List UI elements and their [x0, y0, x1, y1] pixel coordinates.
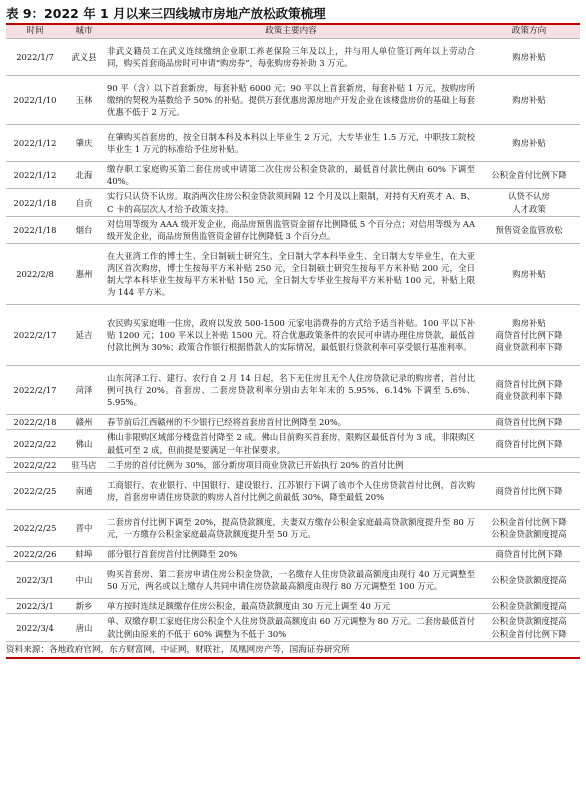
row-city: 唐山 — [64, 614, 104, 641]
row-city: 新乡 — [64, 599, 104, 614]
row-city: 驻马店 — [64, 457, 104, 472]
row-direction: 购房补贴 — [478, 39, 580, 76]
row-direction: 公积金首付比例下降 — [478, 162, 580, 189]
row-city: 烟台 — [64, 216, 104, 243]
row-direction: 商贷首付比例下降 — [478, 430, 580, 457]
row-time: 2022/2/18 — [6, 415, 64, 430]
row-time: 2022/3/1 — [6, 599, 64, 614]
row-time: 2022/1/12 — [6, 125, 64, 162]
table-row — [6, 76, 580, 125]
row-direction: 购房补贴 — [478, 244, 580, 305]
row-city: 北海 — [64, 162, 104, 189]
row-direction: 公积金贷款额度提高 公积金首付比例下降 — [478, 614, 580, 641]
header-policy: 政策主要内容 — [104, 25, 478, 39]
table-row — [6, 244, 580, 305]
table-row — [6, 562, 580, 599]
header-direction: 政策方向 — [478, 25, 580, 39]
row-city: 菏泽 — [64, 366, 104, 415]
row-city: 肇庆 — [64, 125, 104, 162]
row-direction: 购房补贴 — [478, 125, 580, 162]
table-row — [6, 473, 580, 510]
row-policy: 农民购买家庭唯一住房，政府以发放 500-1500 元家电消费券的方式给予适当补贴。100 平以下补贴 1200 元；100 平米以上补贴 1500 元。符合优惠政策条件的农民可申请办理住房贷款，最低首付款比例为 30%；政策合作银行根据借款人的实际情况，最低银行贷款利率可享受银行基准利率。 — [104, 305, 478, 366]
row-direction: 认贷不认房 人才政策 — [478, 189, 580, 216]
row-direction: 购房补贴 — [478, 76, 580, 125]
row-time: 2022/1/18 — [6, 189, 64, 216]
row-policy: 二手房的首付比例为 30%，部分新房项目商业贷款已开始执行 20% 的首付比例 — [104, 457, 478, 472]
table-row — [6, 305, 580, 366]
row-time: 2022/1/12 — [6, 162, 64, 189]
table-row — [6, 415, 580, 430]
row-policy: 实行只认贷不认房。取消两次住房公积金贷款须间隔 12 个月及以上限制，对持有天府英才 A、B、C 卡的高层次人才给予政策支持。 — [104, 189, 478, 216]
row-policy: 春节前后江西赣州的不少银行已经将首套房首付比例降至 20%。 — [104, 415, 478, 430]
row-direction: 预售资金监管放松 — [478, 216, 580, 243]
row-policy: 部分银行首套房首付比例降至 20% — [104, 547, 478, 562]
row-city: 赣州 — [64, 415, 104, 430]
row-direction: 购房补贴 商贷首付比例下降 商业贷款利率下降 — [478, 305, 580, 366]
row-policy: 在大亚湾工作的博士生、全日制硕士研究生、全日制大学本科毕业生、全日制大专毕业生，在大亚湾区首次购房，博士生按每平方米补贴 250 元，全日制硕士研究生按每平方米补贴 200 元，全日制大学本科毕业生按每平方米补贴 150 元，全日制大专毕业生按每平方米补贴 100 元，补贴上限为 144 平方米。 — [104, 244, 478, 305]
row-city: 中山 — [64, 562, 104, 599]
row-city: 延吉 — [64, 305, 104, 366]
row-policy: 二套房首付比例下调至 20%，提高贷款额度，夫妻双方缴存公积金家庭最高贷款额度提升至 80 万元，一方缴存公积金家庭最高贷款额度提升至 50 万元。 — [104, 510, 478, 547]
header-row — [6, 25, 580, 39]
table-row — [6, 366, 580, 415]
row-direction — [478, 457, 580, 472]
row-time: 2022/2/22 — [6, 430, 64, 457]
table-row — [6, 125, 580, 162]
row-time: 2022/3/4 — [6, 614, 64, 641]
table-row — [6, 216, 580, 243]
table-row — [6, 510, 580, 547]
row-policy: 非武义籍员工在武义连续缴纳企业职工养老保险三年及以上，并与用人单位签订两年以上劳动合同，购买首套商品房时可申请“购房券”，每张购房券补助 3 万元。 — [104, 39, 478, 76]
table-row — [6, 189, 580, 216]
row-direction: 商贷首付比例下降 — [478, 547, 580, 562]
table-row — [6, 599, 580, 614]
row-time: 2022/2/26 — [6, 547, 64, 562]
row-policy: 缴存职工家庭购买第二套住房或申请第二次住房公积金贷款的，最低首付款比例由 60% 下调至 40%。 — [104, 162, 478, 189]
row-direction: 公积金贷款额度提高 — [478, 562, 580, 599]
table-row — [6, 39, 580, 76]
row-city: 蚌埠 — [64, 547, 104, 562]
row-direction: 商贷首付比例下降 — [478, 415, 580, 430]
row-city: 武义县 — [64, 39, 104, 76]
header-time: 时间 — [6, 25, 64, 39]
row-policy: 单方按时连续足额缴存住房公积金，最高贷款额度由 30 万元上调至 40 万元 — [104, 599, 478, 614]
table-title: 表 9：2022 年 1 月以来三四线城市房地产放松政策梳理 — [6, 6, 326, 21]
row-city: 佛山 — [64, 430, 104, 457]
row-time: 2022/1/10 — [6, 76, 64, 125]
row-time: 2022/2/22 — [6, 457, 64, 472]
row-time: 2022/2/8 — [6, 244, 64, 305]
row-policy: 山东菏泽工行、建行、农行自 2 月 14 日起，名下无住房且无个人住房贷款记录的购房者，首付比例可执行 20%。首套房、二套房贷款利率分别由去年年末的 5.95%、6.14% 下调至 5.6%、5.95%。 — [104, 366, 478, 415]
row-time: 2022/2/17 — [6, 305, 64, 366]
row-direction: 商贷首付比例下降 — [478, 473, 580, 510]
row-time: 2022/3/1 — [6, 562, 64, 599]
header-city: 城市 — [64, 25, 104, 39]
row-direction: 商贷首付比例下降 商业贷款利率下降 — [478, 366, 580, 415]
row-policy: 购买首套房、第二套房申请住房公积金贷款，一名缴存人住房贷款最高额度由现行 40 万元调整至 50 万元，两名或以上缴存人共同申请住房贷款最高额度由现行 80 万元调整至 100 万元。 — [104, 562, 478, 599]
row-city: 南通 — [64, 473, 104, 510]
row-policy: 对信用等级为 AAA 级开发企业，商品房预售监管资金留存比例降低 5 个百分点；对信用等级为 AA 级开发企业，商品房预售监管资金留存比例降低 3 个百分点。 — [104, 216, 478, 243]
table-row — [6, 457, 580, 472]
row-time: 2022/1/7 — [6, 39, 64, 76]
table-body — [6, 39, 580, 642]
row-policy: 佛山非限购区域部分楼盘首付降至 2 成。佛山目前购买首套房，限购区最低首付为 3 成，非限购区最低可至 2 成，但前提是要满足一年社保要求。 — [104, 430, 478, 457]
table-row — [6, 430, 580, 457]
row-policy: 90 平（含）以下首套新房，每套补贴 6000 元；90 平以上首套新房，每套补贴 1 万元，按购房所缴纳的契税为基数给予 50% 的补贴。提供万套优惠房源房地产开发企业在该楼盘房价的基础上每套优惠不低于 2 万元。 — [104, 76, 478, 125]
row-policy: 工商银行、农业银行、中国银行、建设银行、江苏银行下调了该市个人住房贷款首付比例，首次购房，首套房申请住房贷款的购房人首付比例之前最低 30%，降至最低 20% — [104, 473, 478, 510]
row-city: 惠州 — [64, 244, 104, 305]
table-row — [6, 547, 580, 562]
row-time: 2022/2/25 — [6, 510, 64, 547]
row-time: 2022/2/25 — [6, 473, 64, 510]
row-time: 2022/2/17 — [6, 366, 64, 415]
table-row — [6, 162, 580, 189]
row-city: 晋中 — [64, 510, 104, 547]
row-policy: 在肇购买首套房的，按全日制本科及本科以上毕业生 2 万元，大专毕业生 1.5 万元，中职技工院校毕业生 1 万元的标准给予住房补贴。 — [104, 125, 478, 162]
row-time: 2022/1/18 — [6, 216, 64, 243]
table-row — [6, 614, 580, 641]
row-policy: 单、双缴存职工家庭住房公积金个人住房贷款最高额度由 60 万元调整为 80 万元。二套房最低首付款比例由原来的不低于 60% 调整为不低于 30% — [104, 614, 478, 641]
row-city: 自贡 — [64, 189, 104, 216]
policy-table — [6, 25, 580, 642]
source-note: 资料来源：各地政府官网，东方财富网，中证网，财联社，凤凰网房产等，国海证券研究所 — [6, 644, 350, 655]
row-direction: 公积金贷款额度提高 — [478, 599, 580, 614]
row-direction: 公积金首付比例下降 公积金贷款额度提高 — [478, 510, 580, 547]
bottom-rule — [6, 657, 580, 659]
row-city: 玉林 — [64, 76, 104, 125]
